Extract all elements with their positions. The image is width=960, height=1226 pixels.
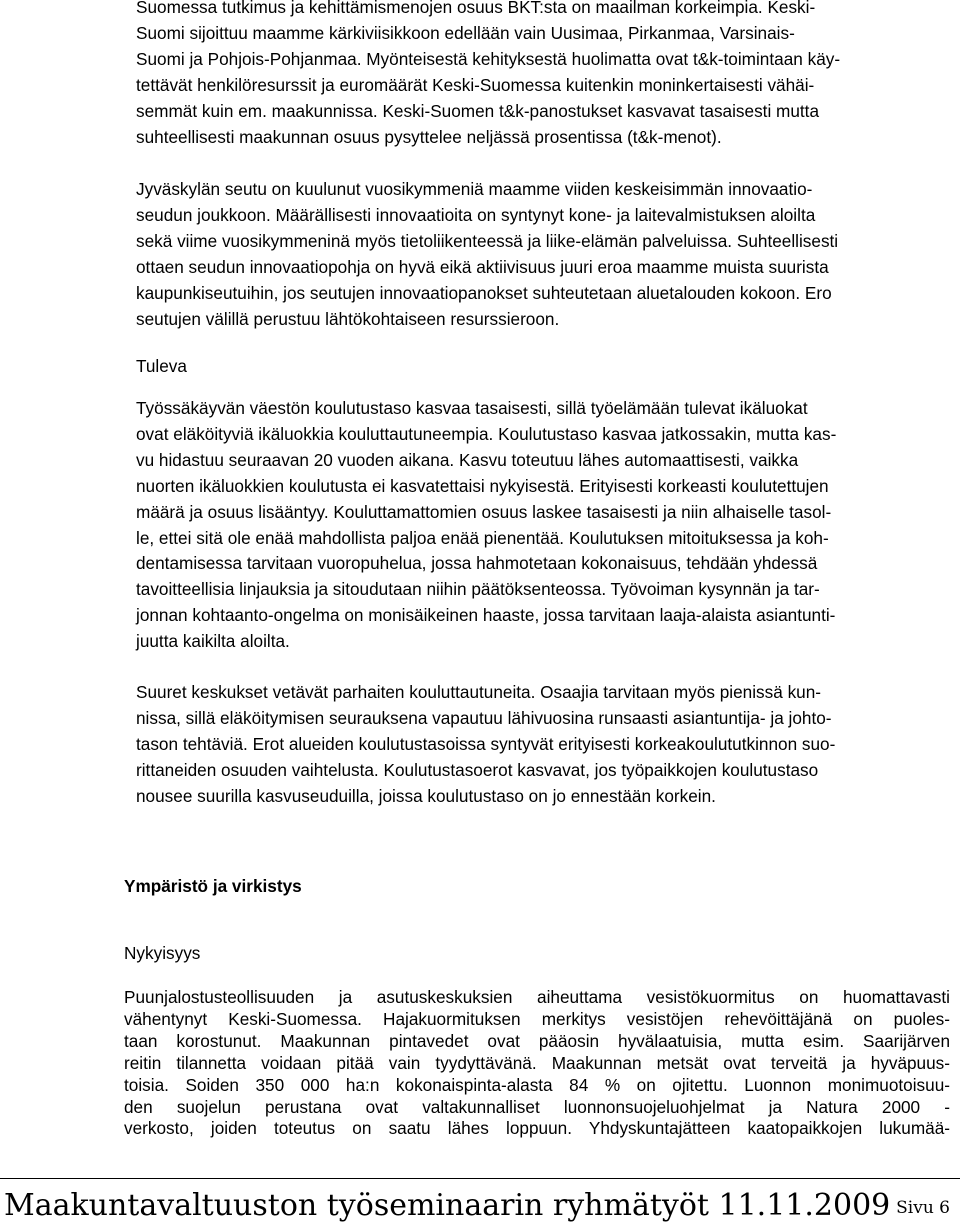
text-line: Suomi ja Pohjois-Pohjanmaa. Myönteisestä kehityksestä huolimatta ovat t&k-toimintaan käy-	[136, 48, 841, 69]
text-line: vu hidastuu seuraavan 20 vuoden aikana. Kasvu toteutuu lähes automaattisesti, vaikka	[136, 449, 799, 470]
paragraph-education-level	[136, 396, 922, 655]
text-line: suhteellisesti maakunnan osuus pysyttelee neljässä prosentissa (t&k-menot).	[136, 126, 722, 147]
footer-title: Maakuntavaltuuston työseminaarin ryhmätyöt 11.11.2009	[4, 1188, 891, 1223]
text-line: seudun joukkoon. Määrällisesti innovaatioita on syntynyt kone- ja laitevalmistuksen aloilta	[136, 204, 816, 225]
text-line: kaupunkiseutuihin, jos seutujen innovaatiopanokset suhteutetaan aluetalouden kokoon. Ero	[136, 282, 832, 303]
subheading-tuleva: Tuleva	[136, 356, 187, 376]
text-line: seutujen välillä perustuu lähtökohtaiseen resurssieroon.	[136, 308, 560, 329]
text-line: jonnan kohtaanto-ongelma on monisäikeinen haaste, jossa tarvitaan laaja-alaista asiantunti-	[136, 605, 836, 626]
text-line: Suomi sijoittuu maamme kärkiviisikkoon edellään vain Uusimaa, Pirkanmaa, Varsinais-	[136, 22, 795, 43]
text-line: dentamisessa tarvitaan vuoropuhelua, jossa hahmotetaan kokonaisuus, tehdään yhdessä	[136, 553, 818, 574]
paragraph-rd-intensity	[136, 0, 922, 150]
text-line: tettävät henkilöresurssit ja euromäärät Keski-Suomessa kuitenkin moninkertaisesti vähäi-	[136, 74, 815, 95]
text-line: reitin tilannetta voidaan pitää vain tyydyttävänä. Maakunnan metsät ovat terveitä ja hyväpuus-	[124, 1052, 950, 1073]
page-number: Sivu 6	[896, 1198, 950, 1218]
text-line: den suojelun perustana ovat valtakunnalliset luonnonsuojeluohjelmat ja Natura 2000 -	[124, 1096, 950, 1117]
text-line: Suomessa tutkimus ja kehittämismenojen osuus BKT:sta on maailman korkeimpia. Keski-	[136, 0, 816, 17]
text-line: Työssäkäyvän väestön koulutustaso kasvaa tasaisesti, sillä työelämään tulevat ikäluokat	[136, 398, 808, 418]
text-line: taan korostunut. Maakunnan pintavedet ovat pääosin hyvälaatuisia, mutta esim. Saarijärven	[124, 1030, 950, 1051]
section-heading-environment: Ympäristö ja virkistys	[124, 876, 302, 896]
text-line: ovat eläköityviä ikäluokkia kouluttautuneempia. Koulutustaso kasvaa jatkossakin, mutta kas-	[136, 423, 837, 444]
paragraph-large-centers	[136, 680, 922, 810]
text-line: ottaen seudun innovaatiopohja on hyvä eikä aktiivisuus juuri eroa maamme muista suurista	[136, 256, 829, 277]
text-line: rittaneiden osuuden vaihtelusta. Koulutustasoerot kasvavat, jos työpaikkojen koulutustaso	[136, 759, 819, 780]
text-line: semmät kuin em. maakunnissa. Keski-Suomen t&k-panostukset kasvavat tasaisesti mutta	[136, 100, 820, 121]
text-line: tason tehtäviä. Erot alueiden koulutustasoissa syntyvät erityisesti korkeakoulututkinnon suo-	[136, 733, 836, 754]
text-line: Suuret keskukset vetävät parhaiten kouluttautuneita. Osaajia tarvitaan myös pienissä kun-	[136, 682, 822, 702]
text-line: verkosto, joiden toteutus on saatu lähes loppuun. Yhdyskuntajätteen kaatopaikkojen lukumää-	[124, 1118, 950, 1139]
subheading-nykyisyys: Nykyisyys	[124, 943, 201, 963]
text-line: Puunjalostusteollisuuden ja asutuskeskuksien aiheuttama vesistökuormitus on huomattavasti	[124, 987, 950, 1007]
text-line: vähentynyt Keski-Suomessa. Hajakuormituksen merkitys vesistöjen rehevöittäjänä on puoles-	[124, 1008, 950, 1029]
paragraph-water-forests	[124, 987, 950, 1140]
text-line: toisia. Soiden 350 000 ha:n kokonaispinta-alasta 84 % on ojitettu. Luonnon monimuotoisuu-	[124, 1074, 950, 1095]
text-line: le, ettei sitä ole enää mahdollista paljoa enää pienentää. Koulutuksen mitoituksessa ja koh-	[136, 527, 829, 548]
paragraph-innovation-region	[136, 177, 922, 332]
text-line: tavoitteellisia linjauksia ja sitoudutaan niihin päätöksenteossa. Työvoiman kysynnän ja tar-	[136, 579, 820, 600]
text-line: nousee suurilla kasvuseuduilla, joissa koulutustaso on jo ennestään korkein.	[136, 785, 716, 806]
text-line: määrä ja osuus lisääntyy. Kouluttamattomien osuus laskee tasaisesti ja niin alhaiselle tasol-	[136, 501, 832, 522]
text-line: Jyväskylän seutu on kuulunut vuosikymmeniä maamme viiden keskeisimmän innovaatio-	[136, 179, 813, 199]
footer-divider	[0, 1178, 960, 1179]
text-line: juutta kaikilta aloilta.	[136, 631, 290, 652]
text-line: sekä viime vuosikymmeninä myös tietoliikenteessä ja liike-elämän palveluissa. Suhteellisesti	[136, 230, 839, 251]
text-line: nissa, sillä eläköitymisen seurauksena vapautuu lähivuosina runsaasti asiantuntija- ja johto-	[136, 707, 832, 728]
text-line: nuorten ikäluokkien koulutusta ei kasvatettaisi nykyisestä. Erityisesti korkeasti koulutettujen	[136, 475, 829, 496]
